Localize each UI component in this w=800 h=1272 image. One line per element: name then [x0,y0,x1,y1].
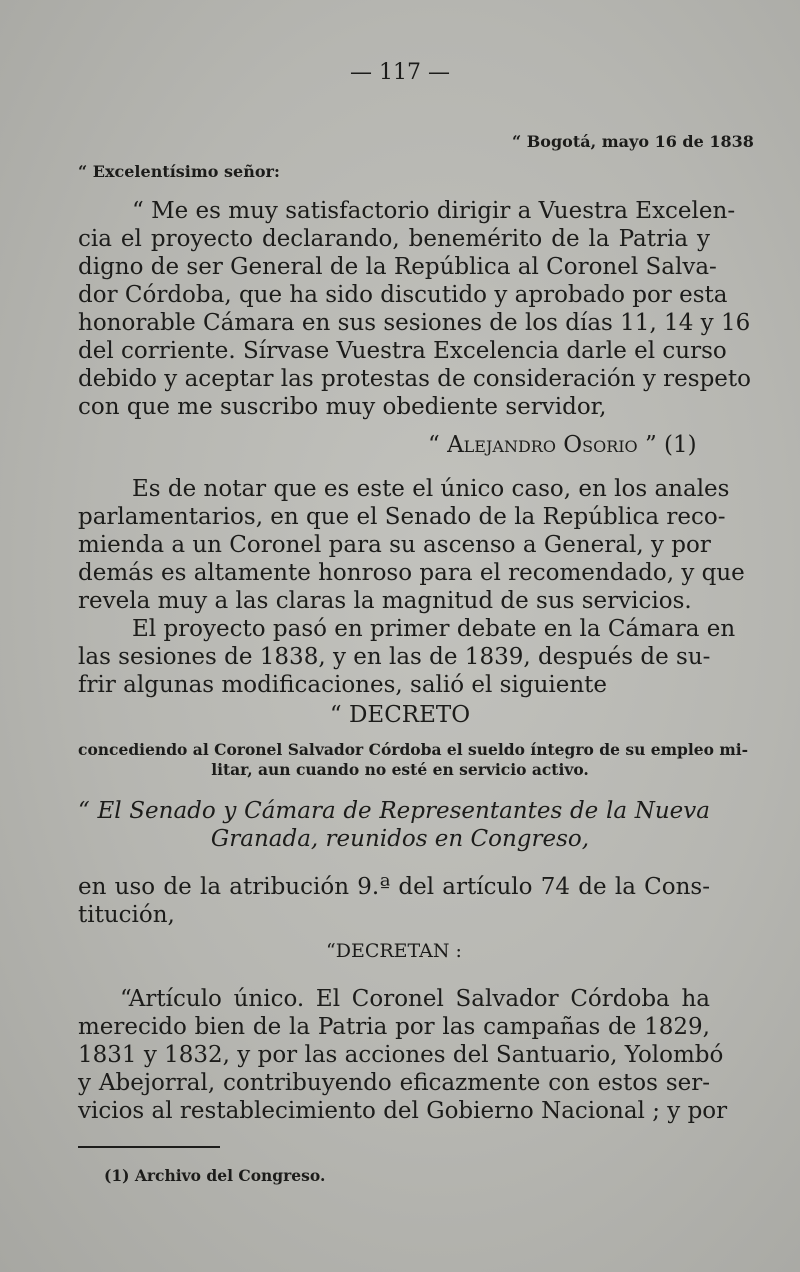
decree-subtitle: litar, aun cuando no esté en servicio activo. [211,760,589,779]
letter-line: debido y aceptar las protestas de consideración y respeto [78,366,751,392]
letter-line: honorable Cámara en sus sesiones de los días 11, 14 y 16 [78,310,751,336]
footnote: (1) Archivo del Congreso. [104,1166,326,1185]
letter-line: dor Córdoba, que ha sido discutido y aprobado por esta [78,282,728,308]
paragraph-line: parlamentarios, en que el Senado de la República reco- [78,504,726,530]
letter-line: digno de ser General de la República al Coronel Salva- [78,254,717,280]
article-line: vicios al restablecimiento del Gobierno Nacional ; y por [78,1098,728,1124]
paragraph-line: frir algunas modificaciones, salió el siguiente [78,672,608,698]
article-line: merecido bien de la Patria por las campañas de 1829, [78,1014,710,1040]
page-number: — 117 — [350,60,450,85]
decree-preamble: en uso de la atribución 9.ª del artículo 74 de la Cons- [78,874,710,900]
article-line: “Artículo único. El Coronel Salvador Córdoba ha [120,986,710,1012]
decree-decretan: “DECRETAN : [326,940,462,962]
paragraph-line: El proyecto pasó en primer debate en la Cámara en [132,616,736,642]
letter-line: del corriente. Sírvase Vuestra Excelencia darle el curso [78,338,727,364]
letter-line: cia el proyecto declarando, benemérito de la Patria y [78,226,710,252]
paragraph-line: demás es altamente honroso para el recomendado, y que [78,560,745,586]
decree-preamble: titución, [78,902,175,928]
decree-issuer: Granada, reunidos en Congreso, [210,826,590,852]
paragraph-line: las sesiones de 1838, y en las de 1839, después de su- [78,644,711,670]
decree-issuer: “ El Senado y Cámara de Representantes de la Nueva [78,798,710,824]
letter-signature: “ Alejandro Osorio ” (1) [428,432,697,458]
letter-salutation: “ Excelentísimo señor: [78,162,280,181]
letter-place-date: “ Bogotá, mayo 16 de 1838 [512,132,754,151]
footnote-rule [78,1146,220,1148]
article-line: 1831 y 1832, y por las acciones del Santuario, Yolombó [78,1042,724,1068]
letter-line: con que me suscribo muy obediente servidor, [78,394,607,420]
decree-title: “ DECRETO [329,702,471,728]
letter-line: “ Me es muy satisfactorio dirigir a Vuestra Excelen- [132,198,736,224]
paragraph-line: mienda a un Coronel para su ascenso a General, y por [78,532,711,558]
paragraph-line: revela muy a las claras la magnitud de sus servicios. [78,588,692,614]
article-line: y Abejorral, contribuyendo eficazmente con estos ser- [78,1070,710,1096]
paragraph-line: Es de notar que es este el único caso, en los anales [132,476,730,502]
decree-subtitle: concediendo al Coronel Salvador Córdoba el sueldo íntegro de su empleo mi- [78,740,749,759]
